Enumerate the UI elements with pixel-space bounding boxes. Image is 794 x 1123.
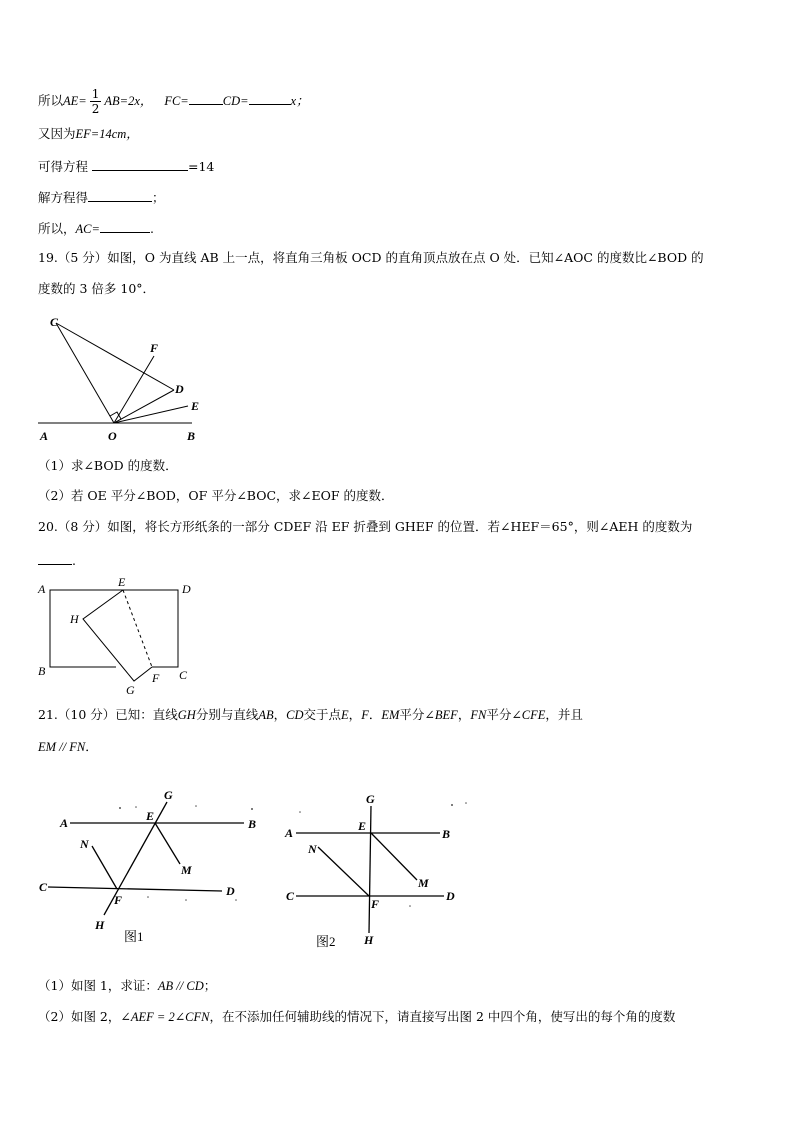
q21-sub-2 <box>38 1008 675 1026</box>
label-g: G <box>126 683 135 697</box>
fig1-label-m: M <box>181 863 192 877</box>
blank-cd[interactable] <box>249 90 291 105</box>
ray-of <box>114 356 154 423</box>
blank-equation[interactable] <box>92 156 188 171</box>
label-c: C <box>50 315 59 329</box>
q19-sub-2: （2）若 OE 平分∠BOD，OF 平分∠BOC，求∠EOF 的度数． <box>38 488 394 503</box>
fig1-label-n: N <box>80 837 89 851</box>
q21-t-b: 分别与直线 <box>195 707 259 722</box>
q21-cfe: CFE <box>521 708 546 722</box>
blank-aeh[interactable] <box>38 550 72 565</box>
line1-ab: AB=2x， <box>104 94 153 108</box>
blank-solution[interactable] <box>88 187 152 202</box>
fig2-label-c: C <box>286 889 295 903</box>
q21-sub2-a: （2）如图 2， <box>38 1009 121 1024</box>
q21-e: E <box>341 708 349 722</box>
fig1-ray-em <box>155 823 180 864</box>
q21-t-h: 平分∠ <box>399 707 435 722</box>
q21-f: F <box>361 708 369 722</box>
answer-line-5 <box>38 218 154 238</box>
blank-fc[interactable] <box>189 90 223 105</box>
answer-line-3 <box>38 156 214 176</box>
line1-fc: FC= <box>164 94 189 108</box>
q20-text-2 <box>38 550 76 570</box>
fig1-line-cd <box>48 887 222 891</box>
q19-text-1: 19.（5 分）如图，O 为直线 AB 上一点，将直角三角板 OCD 的直角顶点放在点 O 处．已知∠AOC 的度数比∠BOD 的 <box>38 250 704 265</box>
q21-sub-1 <box>38 977 216 995</box>
label-b: B <box>38 664 46 678</box>
line1-prefix: 所以 <box>38 93 64 108</box>
q21-sub2-math: ∠AEF = 2∠CFN <box>120 1010 210 1024</box>
label-a: A <box>40 429 49 443</box>
label-a: A <box>38 582 46 596</box>
label-f: F <box>152 671 160 685</box>
label-d: D <box>175 382 184 396</box>
q21-t-f: ， <box>348 707 362 722</box>
segment-od <box>114 390 174 423</box>
fig1-label-d: D <box>226 884 235 898</box>
fig2-caption: 图2 <box>316 934 336 949</box>
fold-line-ef <box>123 590 152 667</box>
fig2-label-h: H <box>364 933 374 947</box>
q21-t-d: 交于点 <box>303 707 342 722</box>
line4-end: ； <box>152 190 165 205</box>
fraction-denominator: 2 <box>91 102 100 116</box>
line1-x: x； <box>290 94 309 108</box>
ray-oe <box>114 406 188 423</box>
label-e: E <box>118 575 126 589</box>
q21-t-g: ． <box>368 707 382 722</box>
label-f: F <box>150 341 159 355</box>
label-c: C <box>179 668 188 682</box>
fig1-ray-fn <box>92 846 117 889</box>
fig1-label-b: B <box>248 817 257 831</box>
segment-cd <box>56 323 174 390</box>
fig2-label-n: N <box>308 842 317 856</box>
fig1-label-c: C <box>39 880 48 894</box>
line4-label: 解方程得 <box>38 190 89 205</box>
label-e: E <box>191 399 200 413</box>
segment-oc <box>56 323 114 423</box>
q21-text2-end: ． <box>85 739 98 754</box>
line3-label: 可得方程 <box>38 159 89 174</box>
fig2-label-a: A <box>285 826 294 840</box>
q21-t-c: ， <box>273 707 287 722</box>
fig2-label-d: D <box>446 889 455 903</box>
fig1-label-a: A <box>60 816 69 830</box>
label-h: H <box>70 612 79 626</box>
fig2-label-e: E <box>358 819 367 833</box>
fig1-label-e: E <box>146 809 155 823</box>
fig2-label-b: B <box>442 827 451 841</box>
rectangle-outline <box>123 590 178 667</box>
q21-bef: BEF <box>434 708 458 722</box>
fig2-line-gh <box>369 806 371 933</box>
q19-text-2: 度数的 3 倍多 10°． <box>38 281 156 296</box>
q21-ab: AB <box>258 708 274 722</box>
q21-t-a: 21.（10 分）已知：直线 <box>38 707 178 722</box>
q21-text-1 <box>38 706 583 724</box>
fig2-label-g: G <box>366 792 375 806</box>
q21-sub1-b: ； <box>203 978 217 993</box>
line5-end: . <box>149 221 154 236</box>
line5-ac: AC= <box>75 222 100 236</box>
q21-text-2 <box>38 738 98 756</box>
line5-prefix: 所以， <box>38 221 76 236</box>
scan-specks <box>119 802 467 907</box>
fig1-label-f: F <box>114 893 123 907</box>
label-d: D <box>182 582 191 596</box>
answer-line-2 <box>38 125 139 143</box>
blank-ac[interactable] <box>100 218 150 233</box>
q21-t-i: ， <box>457 707 471 722</box>
q21-fn: FN <box>470 708 487 722</box>
q21-t-k: ，并且 <box>545 707 583 722</box>
fig2-label-f: F <box>371 897 380 911</box>
q21-sub2-b: ，在不添加任何辅助线的情况下，请直接写出图 2 中四个角，使写出的每个角的度数 <box>209 1009 676 1024</box>
line1-ae: AE= <box>63 94 87 108</box>
fig1-label-h: H <box>95 918 105 932</box>
fig2-label-m: M <box>418 876 429 890</box>
fig2-ray-fn <box>318 847 369 896</box>
fraction-numerator: 1 <box>91 87 100 101</box>
line2-prefix: 又因为 <box>38 126 76 141</box>
q21-sub1-a: （1）如图 1，求证： <box>38 978 158 993</box>
rectangle-left <box>50 590 123 667</box>
line3-eq: =14 <box>188 159 215 174</box>
line1-cd: CD= <box>222 94 249 108</box>
label-o: O <box>108 429 117 443</box>
q21-cd: CD <box>286 708 304 722</box>
line2-ef: EF=14cm， <box>75 127 139 141</box>
fig2-ray-em <box>371 833 417 880</box>
label-b: B <box>187 429 196 443</box>
fig1-line-gh <box>104 802 167 915</box>
q21-t-j: 平分∠ <box>486 707 522 722</box>
folded-part <box>83 590 152 681</box>
fig1-caption: 图1 <box>124 929 144 944</box>
q19-sub-1: （1）求∠BOD 的度数． <box>38 458 178 473</box>
q20-text-1: 20.（8 分）如图，将长方形纸条的一部分 CDEF 沿 EF 折叠到 GHEF 的位置．若∠HEF＝65°，则∠AEH 的度数为 <box>38 519 693 534</box>
q20-end: . <box>72 553 76 568</box>
q21-em: EM <box>381 708 400 722</box>
answer-line-1 <box>38 87 309 116</box>
q21-sub1-math: AB // CD <box>157 979 204 993</box>
fig1-label-g: G <box>164 788 173 802</box>
fraction-one-half <box>90 87 102 116</box>
answer-line-4 <box>38 187 165 207</box>
right-angle-mark <box>110 412 121 419</box>
q21-em-fn: EM // FN <box>38 740 86 754</box>
q21-gh: GH <box>177 708 196 722</box>
